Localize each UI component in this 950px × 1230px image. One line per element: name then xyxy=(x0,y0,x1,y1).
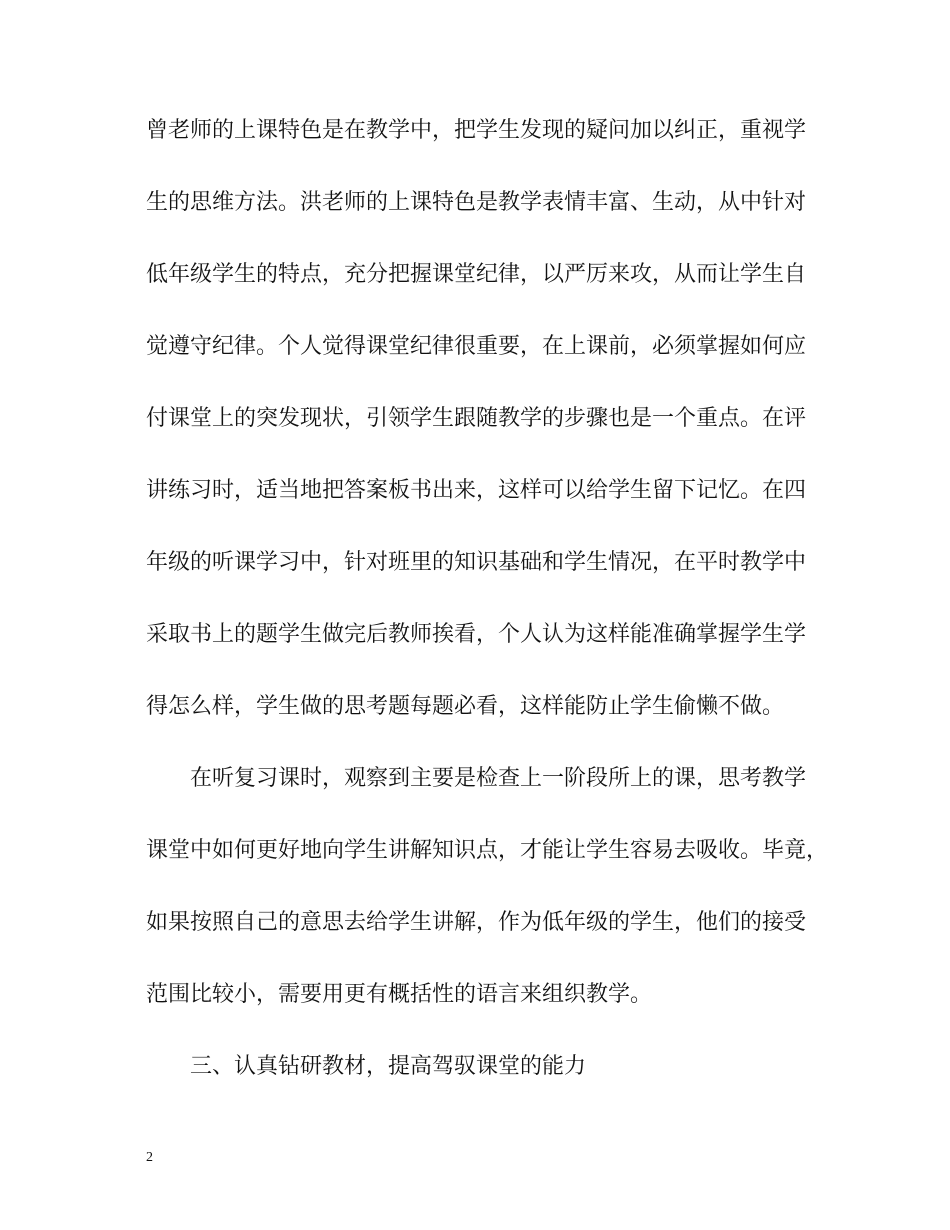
text-line: 如果按照自己的意思去给学生讲解，作为低年级的学生，他们的接受 xyxy=(146,910,807,935)
page-number: 2 xyxy=(146,1150,153,1165)
text-line: 觉遵守纪律。个人觉得课堂纪律很重要，在上课前，必须掌握如何应 xyxy=(146,334,807,359)
section-heading: 三、认真钻研教材，提高驾驭课堂的能力 xyxy=(146,1054,587,1079)
text-line: 得怎么样，学生做的思考题每题必看，这样能防止学生偷懒不做。 xyxy=(146,694,785,719)
text-line: 付课堂上的突发现状，引领学生跟随教学的步骤也是一个重点。在评 xyxy=(146,406,807,431)
text-line: 年级的听课学习中，针对班里的知识基础和学生情况，在平时教学中 xyxy=(146,550,807,575)
text-line: 采取书上的题学生做完后教师挨看，个人认为这样能准确掌握学生学 xyxy=(146,622,807,647)
text-line: 低年级学生的特点，充分把握课堂纪律，以严厉来攻，从而让学生自 xyxy=(146,262,807,287)
text-line: 范围比较小，需要用更有概括性的语言来组织教学。 xyxy=(146,982,653,1007)
text-line: 生的思维方法。洪老师的上课特色是教学表情丰富、生动，从中针对 xyxy=(146,190,807,215)
text-line: 曾老师的上课特色是在教学中，把学生发现的疑问加以纠正，重视学 xyxy=(146,118,807,143)
text-line: 课堂中如何更好地向学生讲解知识点，才能让学生容易去吸收。毕竟， xyxy=(146,838,829,863)
text-line: 在听复习课时，观察到主要是检查上一阶段所上的课，思考教学 xyxy=(146,766,807,791)
text-line: 讲练习时，适当地把答案板书出来，这样可以给学生留下记忆。在四 xyxy=(146,478,807,503)
